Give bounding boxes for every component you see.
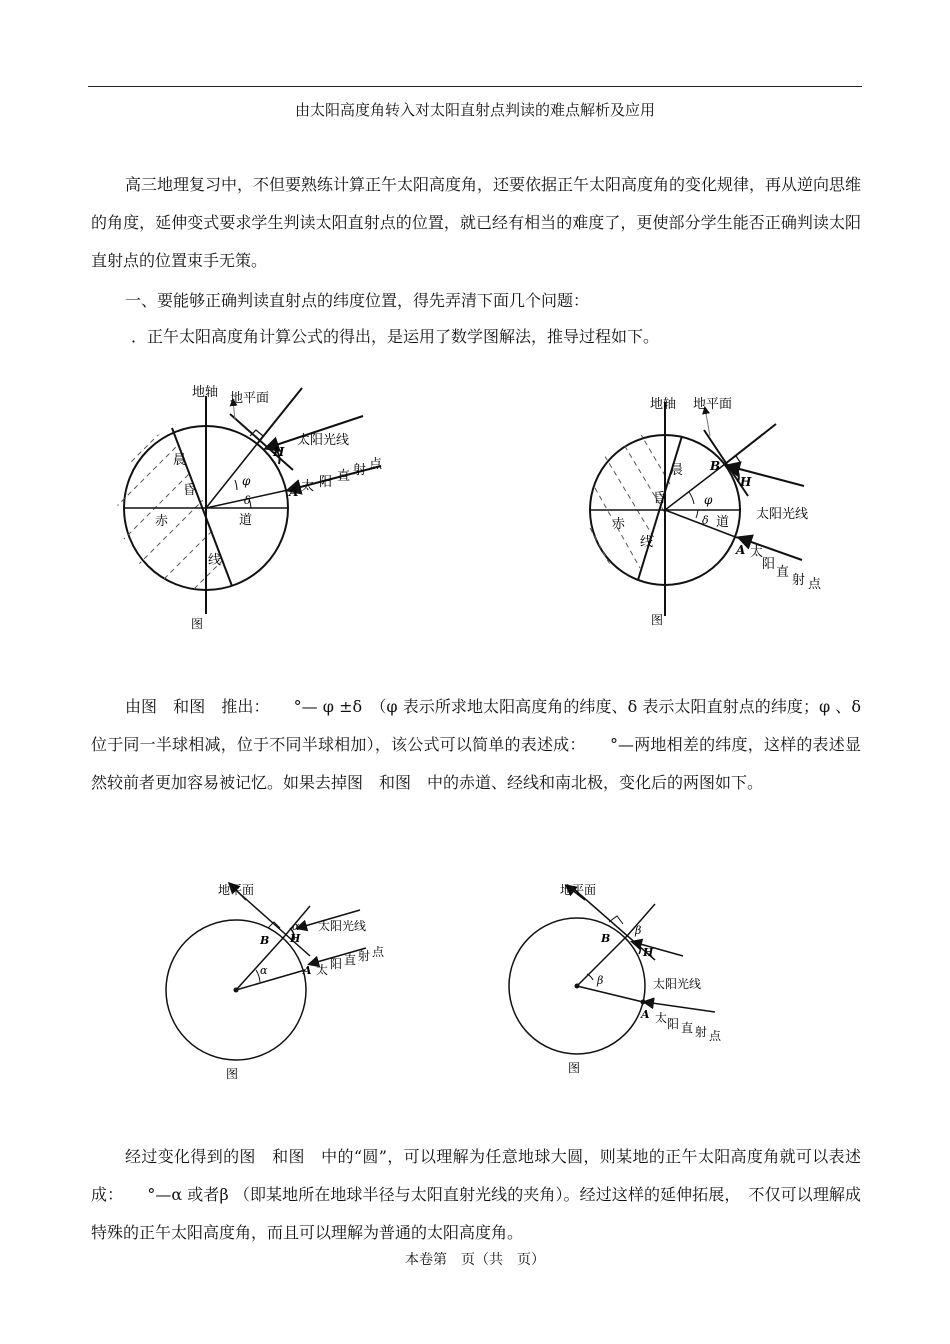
svg-text:地平面: 地平面 [693, 397, 733, 412]
label-phi: φ [242, 474, 251, 488]
page-title: 由太阳高度角转入对太阳直射点判读的难点解析及应用 [294, 101, 655, 119]
svg-text:太阳光线: 太阳光线 [756, 507, 809, 522]
figure-3-caption: 图 [226, 1067, 239, 1081]
svg-text:B: B [260, 934, 270, 947]
svg-text:太阳光线: 太阳光线 [318, 919, 367, 933]
svg-text:B: B [601, 932, 611, 945]
svg-text:B: B [710, 459, 721, 473]
label-H: H [273, 445, 285, 459]
svg-text:赤: 赤 [612, 517, 626, 532]
figure-1-caption: 图 [191, 617, 204, 631]
svg-text:β: β [635, 924, 642, 937]
svg-text:点: 点 [709, 1029, 722, 1043]
intro-paragraph: 高三地理复习中，不但要熟练计算正午太阳高度角，还要依据正午太阳高度角的变化规律，再从逆向思维的角度，延伸变式要求学生判读太阳直射点的位置，就已经有相当的难度了，更使部分学生能否正确判读太阳直射点的位置束手无策。 [91, 175, 862, 270]
figure-4 [505, 876, 745, 1086]
svg-text:H: H [740, 475, 752, 489]
svg-text:阳: 阳 [319, 475, 333, 490]
svg-text:昏: 昏 [183, 483, 197, 498]
svg-text:A: A [641, 1008, 650, 1021]
svg-text:φ: φ [704, 493, 713, 507]
figure-3 [160, 876, 400, 1086]
svg-text:射: 射 [792, 573, 806, 588]
label-sun-rays: 太阳光线 [297, 433, 350, 448]
svg-text:H: H [290, 932, 301, 945]
svg-text:太: 太 [316, 963, 329, 977]
svg-text:地轴: 地轴 [650, 397, 677, 412]
svg-text:线: 线 [208, 553, 222, 568]
svg-text:H: H [643, 946, 654, 959]
svg-text:线: 线 [640, 535, 654, 550]
svg-text:射: 射 [695, 1025, 708, 1039]
svg-text:道: 道 [239, 513, 253, 528]
svg-text:阳: 阳 [667, 1017, 680, 1031]
svg-text:直: 直 [776, 565, 790, 580]
svg-text:太: 太 [750, 545, 764, 560]
svg-text:太: 太 [301, 479, 315, 494]
svg-text:A: A [303, 964, 312, 977]
page-footer: 本卷第 页（共 页） [405, 1252, 545, 1268]
svg-text:阳: 阳 [330, 957, 343, 971]
terminator-line [172, 428, 232, 586]
svg-text:射: 射 [358, 949, 371, 963]
figure-4-caption: 图 [568, 1061, 581, 1075]
conclusion-paragraph: 经过变化得到的图 和图 中的“圆”，可以理解为任意地球大圆，则某地的正午太阳高度角就可以表述成： °—α 或者β （即某地所在地球半径与太阳直射光线的夹角）。经过这样的延伸拓展， 不仅可以理解成特殊的正午太阳高度角，而且可以理解为普通的太阳高度角。 [91, 1147, 861, 1242]
figure-1 [105, 378, 405, 638]
svg-text:昏: 昏 [653, 491, 667, 506]
svg-text:地平面: 地平面 [218, 883, 255, 897]
svg-text:δ: δ [702, 514, 709, 527]
label-horizon: 地平面 [230, 391, 270, 406]
svg-text:射: 射 [353, 463, 367, 478]
svg-text:A: A [736, 543, 746, 557]
svg-text:晨: 晨 [173, 453, 187, 468]
figure-2 [580, 388, 840, 638]
svg-text:地平面: 地平面 [560, 883, 597, 897]
svg-text:太阳光线: 太阳光线 [653, 977, 702, 991]
label-delta: δ [244, 494, 251, 507]
label-earth-axis: 地轴 [192, 385, 219, 400]
subsection-heading: ．正午太阳高度角计算公式的得出，是运用了数学图解法，推导过程如下。 [131, 327, 660, 346]
svg-text:赤: 赤 [155, 514, 169, 529]
svg-text:α: α [260, 964, 268, 977]
svg-text:直: 直 [337, 469, 351, 484]
svg-text:β: β [597, 974, 604, 987]
svg-text:点: 点 [372, 945, 385, 959]
svg-text:直: 直 [344, 953, 357, 967]
section-heading: 一、要能够正确判读直射点的纬度位置，得先弄清下面几个问题： [125, 291, 590, 310]
svg-text:道: 道 [716, 515, 730, 530]
derivation-paragraph: 由图 和图 推出： °— φ ±δ （φ 表示所求地太阳高度角的纬度、δ 表示太阳直射点的纬度；φ 、δ 位于同一半球相减，位于不同半球相加），该公式可以简单的表述成： °—两地相差的纬度，这样的表述显然较前者更加容易被记忆。如果去掉图 和图 中的赤道、经线和南北极，变化后的两图如下。 [91, 697, 861, 792]
svg-text:直: 直 [681, 1021, 694, 1035]
svg-text:α: α [292, 920, 300, 933]
svg-text:阳: 阳 [762, 557, 776, 572]
svg-text:点: 点 [808, 577, 822, 592]
svg-text:太: 太 [655, 1011, 668, 1025]
svg-text:点: 点 [369, 457, 383, 472]
svg-text:晨: 晨 [670, 463, 684, 478]
header-rule [88, 86, 862, 87]
label-A: A [289, 485, 299, 499]
figure-2-caption: 图 [651, 613, 664, 627]
